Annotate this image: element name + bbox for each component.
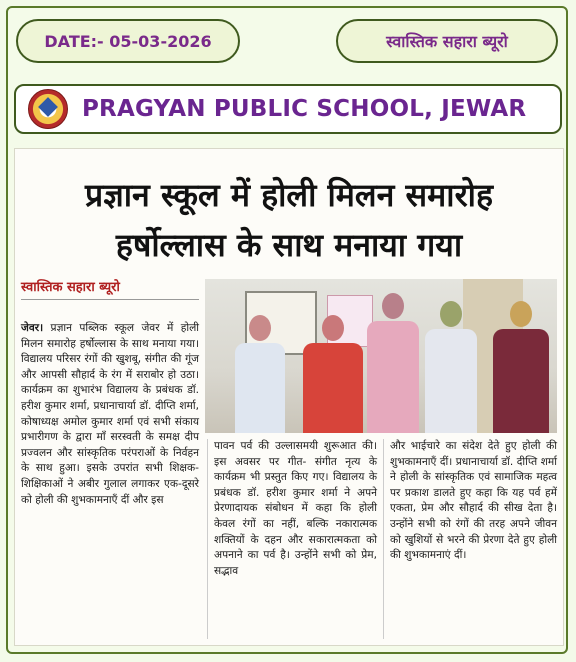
person-2: [303, 315, 363, 433]
article-column-3: [383, 439, 557, 639]
byline-divider: [21, 299, 199, 300]
headline-line-1: प्रज्ञान स्कूल में होली मिलन समारोह: [85, 176, 493, 214]
school-logo-icon: [28, 89, 68, 129]
school-name: PRAGYAN PUBLIC SCHOOL, JEWAR: [82, 96, 527, 122]
source-badge: [336, 19, 558, 63]
person-3: [367, 293, 419, 433]
person-1: [235, 315, 285, 433]
school-banner: [14, 84, 562, 134]
article-dateline: जेवर।: [21, 322, 44, 334]
date-badge: [16, 19, 240, 63]
newspaper-clipping: [14, 148, 564, 646]
headline-line-2: हर्षोल्लास के साथ मनाया गया: [115, 226, 463, 264]
article-byline: स्वास्तिक सहारा ब्यूरो: [21, 280, 120, 295]
article-column-2: [207, 439, 377, 639]
article-column-1-text: प्रज्ञान पब्लिक स्कूल जेवर में होली मिलन समारोह हर्षोल्लास के साथ मनाया गया। विद्यालय परिसर रंगों की खुशबू, संगीत की गूंज और आपसी सौहार्द के रंग में सराबोर हो उठा। कार्यक्रम का शुभारंभ विद्यालय के प्रबंधक डॉ. हरीश कुमार शर्मा, प्रधानाचार्या डॉ. दीप्ति शर्मा, कोषाध्यक्ष अमोल कुमार शर्मा एवं सभी संकाय प्रभारीगण के द्वारा माँ सरस्वती के समक्ष दीप प्रज्वलन और सांस्कृतिक परंपराओं के निर्वहन के साथ हुआ। इसके उपरांत सभी शिक्षक-शिक्षिकाओं ने अबीर गुलाल लगाकर एक-दूसरे को होली की शुभकामनाएँ दीं और इस: [21, 322, 200, 506]
source-label: स्वास्तिक सहारा ब्यूरो: [386, 32, 508, 51]
person-5: [493, 301, 549, 433]
event-photo: [205, 279, 557, 433]
article-column-2-text: पावन पर्व की उल्लासमयी शुरूआत की। इस अवसर पर गीत- संगीत नृत्य के कार्यक्रम भी प्रस्तुत किए गए। विद्यालय के प्रबंधक डॉ. हरीश कुमार शर्मा ने अपने प्रेरणादायक संबोधन में कहा कि होली केवल रंगों का नहीं, बल्कि नकारात्मक शक्तियों के दहन और सकारात्मकता को अपनाने का पर्व है। उन्होंने सभी को प्रेम, सद्भाव: [214, 440, 377, 577]
article-column-1: [21, 321, 199, 631]
person-4: [425, 301, 477, 433]
date-label: DATE:- 05-03-2026: [44, 31, 212, 51]
article-column-3-text: और भाईचारे का संदेश देते हुए होली की शुभकामनाएँ दीं। प्रधानाचार्या डॉ. दीप्ति शर्मा ने होली के सांस्कृतिक एवं सामाजिक महत्व पर प्रकाश डालते हुए कहा कि यह पर्व हमें एकता, प्रेम और सौहार्द की सीख देता है। उन्होंने सभी को रंगों की तरह अपने जीवन को खुशियों से भरने की प्रेरणा देते हुए होली की शुभकामनाएं दीं।: [390, 440, 557, 562]
